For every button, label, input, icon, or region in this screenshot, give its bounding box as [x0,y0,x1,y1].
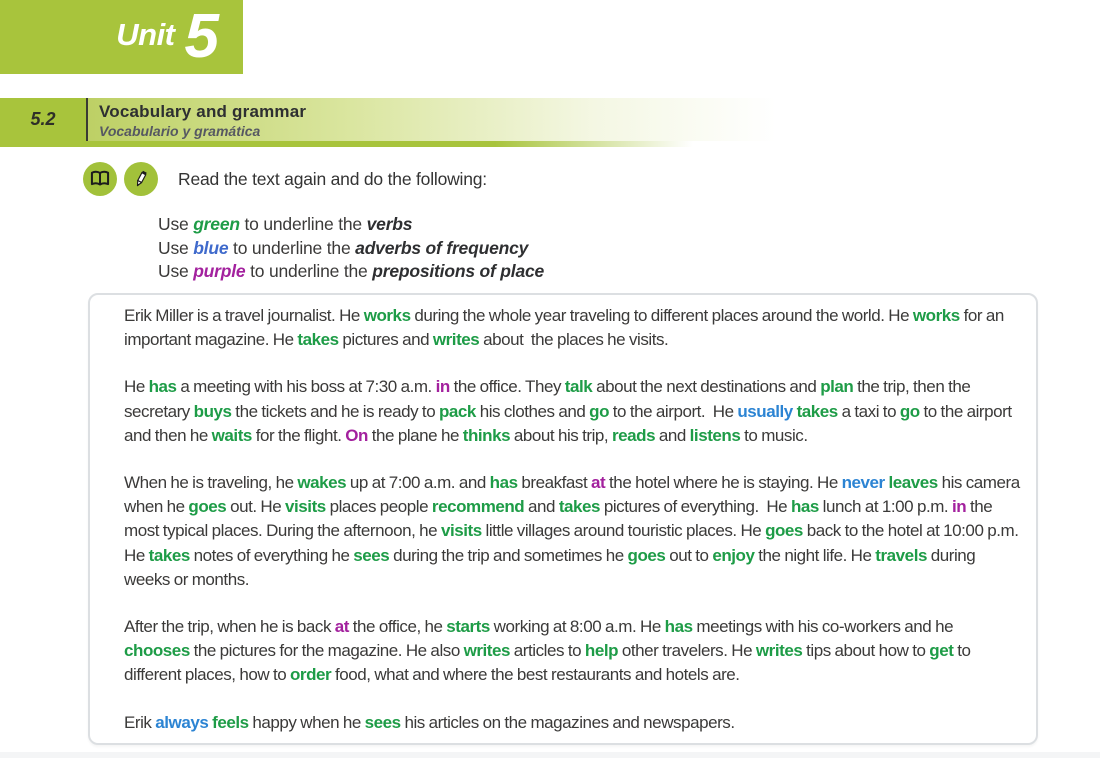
text-segment: at [591,473,606,493]
instruction-purple-prepositions [158,260,544,284]
text-segment: about the next destinations and [592,377,821,397]
text-segment: After the trip, when he is back [124,617,335,637]
text-segment: a meeting with his boss at 7:30 a.m. [176,377,436,397]
text-segment: lunch at 1:00 p.m. [818,497,952,517]
section-number: 5.2 [30,109,56,129]
text-segment: to underline the [239,214,367,234]
text-segment: happy when he [248,712,365,732]
text-segment: during the whole year traveling to different places around the world. He [410,306,913,325]
text-segment: breakfast [517,473,592,493]
text-segment: out. He [226,497,286,517]
text-segment: the office, he [349,617,447,637]
text-segment: to the airport. He [609,401,738,421]
text-segment: pack [438,401,476,421]
open-book-icon [83,162,117,196]
text-segment: the plane he [368,425,463,445]
text-segment: verbs [366,214,413,234]
text-segment: plan [820,377,854,397]
text-segment: goes [188,497,227,517]
text-segment: to the airport and then he [124,401,1016,445]
text-segment: has [148,377,177,397]
exercise-prompt-row [83,162,487,196]
text-segment: meetings with his co-workers and he [692,617,957,637]
text-segment: goes [765,521,803,541]
text-segment: up at 7:00 a.m. and [346,473,490,493]
section-number-block [0,98,86,141]
text-segment: his clothes and [475,401,590,421]
text-segment: takes [558,497,601,517]
passage-paragraph-4 [124,615,1020,688]
text-segment: buys [193,401,232,421]
text-segment: has [664,617,693,637]
text-segment: adverbs of frequency [355,237,529,258]
text-segment: leaves [888,473,938,493]
text-segment: On [345,425,368,445]
text-segment: Erik Miller is a travel journalist. He [124,306,364,325]
text-segment: takes [148,545,190,565]
text-segment: works [912,306,960,325]
text-segment: his camera when he [124,473,1024,517]
instruction-green-verbs [158,213,544,237]
text-segment: talk [564,377,593,397]
text-segment: travels [875,545,927,565]
text-segment: the tickets and he is ready to [231,401,439,421]
text-segment: out to [665,545,713,565]
text-segment: working at 8:00 a.m. He [489,617,665,637]
text-segment: He [124,377,149,397]
text-segment: sees [353,545,390,565]
exercise-prompt: Read the text again and do the following: [178,168,487,189]
text-segment: Use [158,261,194,281]
instruction-blue-adverbs [158,237,544,261]
text-segment: reads [611,425,656,445]
text-segment: pictures of everything. He [600,497,791,517]
text-segment: takes [297,330,339,350]
text-segment: pictures and [338,330,433,350]
text-segment: to underline the [245,261,373,281]
passage-paragraph-5 [124,711,1020,735]
text-segment: articles to [510,641,585,661]
section-bar [0,98,1100,141]
text-segment: a taxi to [837,401,900,421]
text-segment: places people [325,497,432,517]
text-segment: order [290,665,332,685]
text-segment: writes [432,330,480,350]
text-segment: other travelers. He [618,641,756,661]
text-segment: and [524,497,559,517]
text-segment: works [363,306,411,325]
text-segment: listens [689,425,741,445]
text-segment: feels [212,712,249,732]
text-segment: get [929,641,954,661]
text-segment: thinks [462,425,511,445]
text-segment: has [790,497,819,517]
section-subtitle: Vocabulario y gramática [99,123,261,139]
text-segment: the pictures for the magazine. He also [189,641,464,661]
text-segment: visits [285,497,326,517]
text-segment: starts [446,617,490,637]
text-segment: food, what and where the best restaurants and hotels are. [331,665,740,685]
text-segment: Erik [124,712,156,732]
text-segment: the office. They [449,377,565,397]
text-segment: in [951,497,967,517]
text-segment: never [841,473,885,493]
text-segment: has [489,473,518,493]
section-title: Vocabulary and grammar [99,102,307,121]
text-segment: sees [364,712,401,732]
text-segment: usually [737,401,793,421]
text-segment: during weeks or months. [124,545,980,589]
text-segment: in [435,377,450,397]
text-segment: little villages around touristic places. He [481,521,766,541]
text-segment: When he is traveling, he [124,473,298,493]
text-segment: during the trip and sometimes he [389,545,628,565]
section-title-block [86,98,1100,141]
text-segment: the most typical places. During the afternoon, he [124,497,997,541]
text-segment: his articles on the magazines and newspapers. [400,712,735,732]
text-segment: waits [211,425,252,445]
text-segment: recommend [431,497,525,517]
passage-paragraph-2 [124,375,1020,448]
text-segment: and [655,425,690,445]
text-segment: wakes [297,473,347,493]
text-segment: the hotel where he is staying. He [605,473,842,493]
text-segment: goes [627,545,666,565]
text-segment: writes [463,641,511,661]
text-segment: green [193,214,240,234]
text-segment: at [334,617,349,637]
unit-number: 5 [184,2,217,71]
unit-banner [0,0,243,74]
text-segment: notes of everything he [189,545,354,565]
page-bottom-edge [0,752,1100,758]
text-segment: back to the hotel at 10:00 p.m. He [124,521,1023,565]
text-segment: help [584,641,619,661]
passage-paragraph-1 [124,304,1020,352]
text-segment: about his trip, [510,425,612,445]
unit-label: Unit [116,17,175,52]
text-segment: the trip, then the secretary [124,377,975,421]
text-segment: visits [440,521,482,541]
text-segment: tips about how to [802,641,930,661]
pencil-icon [124,162,158,196]
text-segment: prepositions of place [372,261,545,281]
text-segment: purple [193,261,246,281]
text-segment: go [589,401,610,421]
text-segment: the night life. He [754,545,876,565]
text-segment: writes [755,641,803,661]
text-segment: takes [796,401,838,421]
text-segment: to music. [740,425,808,445]
text-segment: Use [158,237,194,258]
passage-paragraph-3 [124,471,1024,592]
text-segment: Use [158,214,194,234]
passage-box [88,293,1038,745]
text-segment: enjoy [712,545,755,565]
instructions-list [158,213,544,284]
text-segment: go [899,401,920,421]
text-segment: blue [193,237,229,258]
text-segment: chooses [124,641,190,661]
text-segment: for the flight. [251,425,346,445]
text-segment: about the places he visits. [479,330,669,350]
text-segment: for an important magazine. He [124,306,1008,350]
text-segment: always [155,712,209,732]
section-underline [0,141,1100,147]
text-segment: to underline the [228,237,356,258]
text-segment: to different places, how to [124,641,975,685]
